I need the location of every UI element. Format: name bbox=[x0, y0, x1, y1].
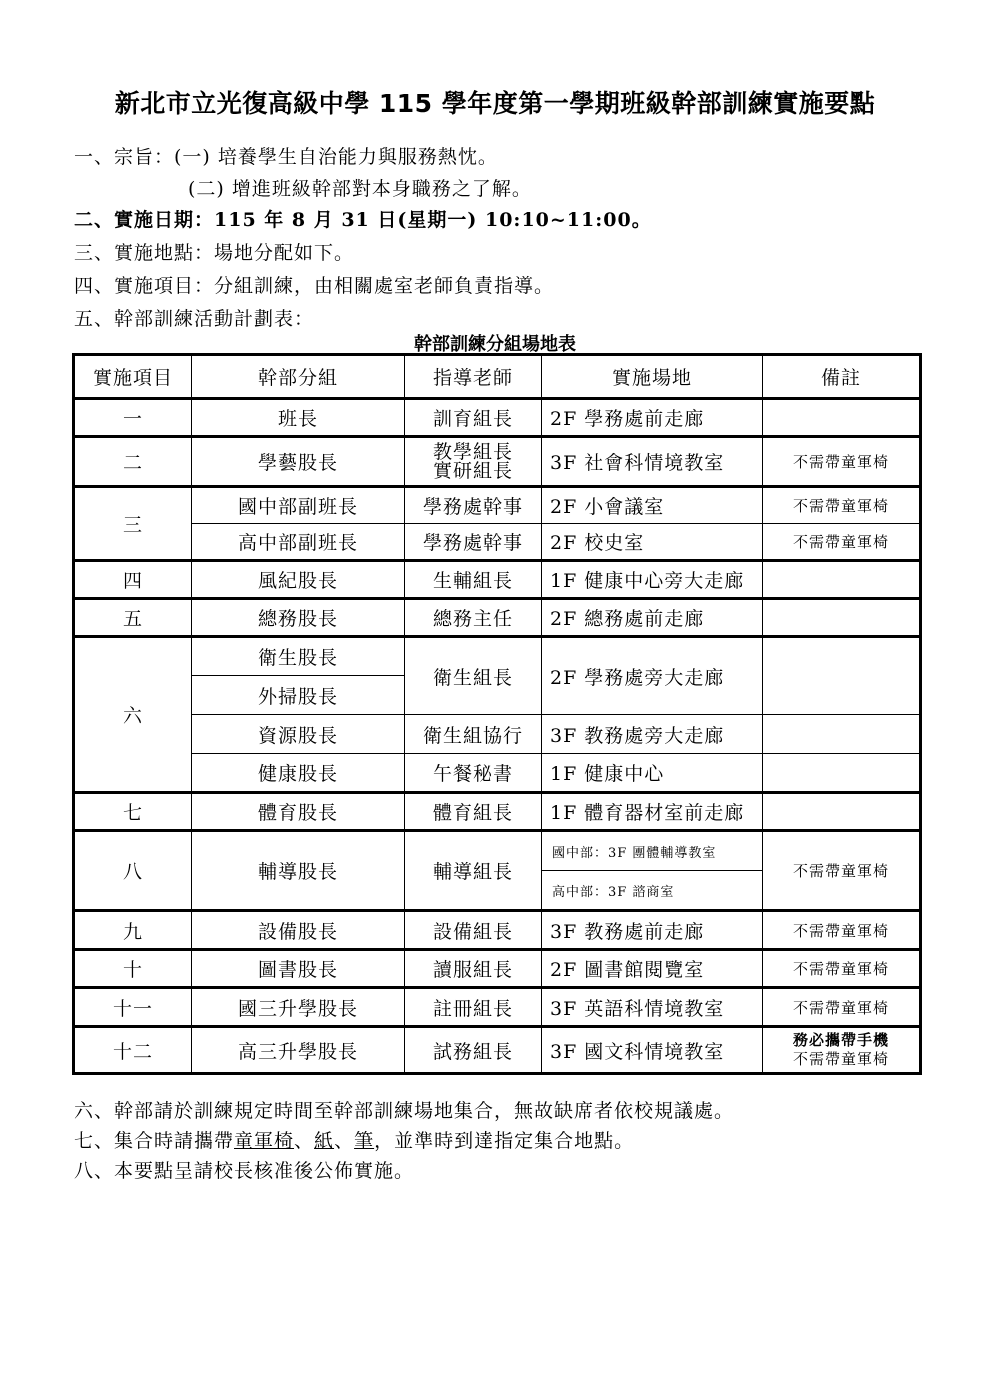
row-group: 國三升學股長 bbox=[192, 988, 405, 1027]
row-place: 1F 體育器材室前走廊 bbox=[542, 793, 763, 831]
row-note bbox=[763, 399, 921, 437]
row-place: 2F 總務處前走廊 bbox=[542, 599, 763, 637]
table-row bbox=[74, 950, 921, 988]
row-note bbox=[763, 637, 921, 715]
item-7-scout-chair: 童軍椅 bbox=[234, 1130, 295, 1152]
table-row bbox=[74, 754, 921, 793]
row-note bbox=[763, 754, 921, 793]
row-teacher: 總務主任 bbox=[405, 599, 542, 637]
row-teacher bbox=[405, 437, 542, 487]
table-caption: 幹部訓練分組場地表 bbox=[414, 334, 576, 355]
row-note bbox=[763, 715, 921, 754]
row-group: 衛生股長 bbox=[192, 637, 405, 676]
row-item: 三 bbox=[74, 487, 192, 561]
item-6-attendance: 六、幹部請於訓練規定時間至幹部訓練場地集合，無故缺席者依校規議處。 bbox=[74, 1100, 735, 1122]
header-group: 幹部分組 bbox=[192, 355, 405, 399]
row-place: 2F 圖書館閱覽室 bbox=[542, 950, 763, 988]
item-7-supplies bbox=[74, 1126, 634, 1153]
row-place: 2F 學務處前走廊 bbox=[542, 399, 763, 437]
row-item: 六 bbox=[74, 637, 192, 793]
row-item: 八 bbox=[74, 831, 192, 911]
item-7-pen: 筆 bbox=[354, 1130, 375, 1152]
row-teacher: 學務處幹事 bbox=[405, 487, 542, 524]
row-teacher: 衛生組協行 bbox=[405, 715, 542, 754]
row-note: 不需帶童軍椅 bbox=[763, 524, 921, 561]
row-item: 五 bbox=[74, 599, 192, 637]
row-group: 學藝股長 bbox=[192, 437, 405, 487]
table-row bbox=[74, 399, 921, 437]
row-group: 總務股長 bbox=[192, 599, 405, 637]
row-item: 十一 bbox=[74, 988, 192, 1027]
row-group: 高中部副班長 bbox=[192, 524, 405, 561]
table-row bbox=[74, 599, 921, 637]
table-row bbox=[74, 831, 921, 871]
row-item: 九 bbox=[74, 911, 192, 950]
table-row bbox=[74, 793, 921, 831]
row-group: 健康股長 bbox=[192, 754, 405, 793]
item-7-prefix: 七、集合時請攜帶 bbox=[74, 1130, 235, 1152]
teacher-line-2: 實研組長 bbox=[432, 459, 513, 482]
item-7-separator: 、 bbox=[294, 1130, 315, 1152]
row-group: 外掃股長 bbox=[192, 676, 405, 715]
row-teacher: 訓育組長 bbox=[405, 399, 542, 437]
row-teacher: 試務組長 bbox=[405, 1027, 542, 1074]
row-group: 輔導股長 bbox=[192, 831, 405, 911]
note-line-2: 不需帶童軍椅 bbox=[792, 1050, 889, 1068]
row-note bbox=[763, 793, 921, 831]
table-row bbox=[74, 911, 921, 950]
item-1-label: 一、宗旨： bbox=[74, 146, 175, 168]
row-place: 3F 英語科情境教室 bbox=[542, 988, 763, 1027]
row-group: 國中部副班長 bbox=[192, 487, 405, 524]
row-teacher: 讀服組長 bbox=[405, 950, 542, 988]
table-row bbox=[74, 561, 921, 599]
row-place: 3F 國文科情境教室 bbox=[542, 1027, 763, 1074]
item-3-location: 三、實施地點：場地分配如下。 bbox=[74, 242, 355, 264]
table-row bbox=[74, 637, 921, 676]
item-7-suffix: ，並準時到達指定集合地點。 bbox=[374, 1130, 635, 1152]
row-place: 3F 教務處旁大走廊 bbox=[542, 715, 763, 754]
row-group: 風紀股長 bbox=[192, 561, 405, 599]
row-note bbox=[763, 599, 921, 637]
row-place: 3F 社會科情境教室 bbox=[542, 437, 763, 487]
row-note bbox=[763, 1027, 921, 1074]
row-teacher: 註冊組長 bbox=[405, 988, 542, 1027]
row-place: 國中部：3F 團體輔導教室 bbox=[542, 831, 763, 871]
row-group: 圖書股長 bbox=[192, 950, 405, 988]
row-teacher: 設備組長 bbox=[405, 911, 542, 950]
row-place: 1F 健康中心 bbox=[542, 754, 763, 793]
table-row bbox=[74, 487, 921, 524]
table-header-row bbox=[74, 355, 921, 399]
table-row bbox=[74, 988, 921, 1027]
row-place: 2F 學務處旁大走廊 bbox=[542, 637, 763, 715]
table-row bbox=[74, 437, 921, 487]
row-teacher: 生輔組長 bbox=[405, 561, 542, 599]
row-group: 高三升學股長 bbox=[192, 1027, 405, 1074]
header-teacher: 指導老師 bbox=[405, 355, 542, 399]
row-place: 2F 小會議室 bbox=[542, 487, 763, 524]
row-item: 一 bbox=[74, 399, 192, 437]
document-title: 新北市立光復高級中學 115 學年度第一學期班級幹部訓練實施要點 bbox=[114, 89, 876, 118]
row-item: 二 bbox=[74, 437, 192, 487]
item-1-point-b: (二) 增進班級幹部對本身職務之了解。 bbox=[188, 178, 532, 200]
row-place: 高中部：3F 諮商室 bbox=[542, 871, 763, 911]
header-item: 實施項目 bbox=[74, 355, 192, 399]
row-group: 班長 bbox=[192, 399, 405, 437]
row-teacher: 午餐秘書 bbox=[405, 754, 542, 793]
row-note: 不需帶童軍椅 bbox=[763, 988, 921, 1027]
row-teacher: 衛生組長 bbox=[405, 637, 542, 715]
item-2-date: 二、實施日期：115 年 8 月 31 日(星期一) 10:10~11:00。 bbox=[74, 209, 652, 231]
table-row bbox=[74, 715, 921, 754]
item-1-purpose bbox=[74, 142, 498, 169]
table-row bbox=[74, 524, 921, 561]
row-note: 不需帶童軍椅 bbox=[763, 950, 921, 988]
item-1-point-a: (一) 培養學生自治能力與服務熱忱。 bbox=[174, 146, 498, 168]
note-line-1: 務必攜帶手機 bbox=[792, 1031, 889, 1049]
row-item: 十 bbox=[74, 950, 192, 988]
header-place: 實施場地 bbox=[542, 355, 763, 399]
item-8-approval: 八、本要點呈請校長核准後公佈實施。 bbox=[74, 1160, 415, 1182]
row-note: 不需帶童軍椅 bbox=[763, 831, 921, 911]
item-5-schedule-label: 五、幹部訓練活動計劃表： bbox=[74, 308, 315, 330]
row-note: 不需帶童軍椅 bbox=[763, 487, 921, 524]
row-place: 2F 校史室 bbox=[542, 524, 763, 561]
row-group: 設備股長 bbox=[192, 911, 405, 950]
row-place: 3F 教務處前走廊 bbox=[542, 911, 763, 950]
row-item: 四 bbox=[74, 561, 192, 599]
item-7-separator: 、 bbox=[334, 1130, 355, 1152]
item-4-activity: 四、實施項目：分組訓練，由相關處室老師負責指導。 bbox=[74, 275, 555, 297]
row-place: 1F 健康中心旁大走廊 bbox=[542, 561, 763, 599]
row-item: 十二 bbox=[74, 1027, 192, 1074]
row-group: 資源股長 bbox=[192, 715, 405, 754]
row-note: 不需帶童軍椅 bbox=[763, 437, 921, 487]
row-note: 不需帶童軍椅 bbox=[763, 911, 921, 950]
row-teacher: 輔導組長 bbox=[405, 831, 542, 911]
row-teacher: 學務處幹事 bbox=[405, 524, 542, 561]
table-row bbox=[74, 1027, 921, 1074]
training-venue-table bbox=[72, 353, 922, 1075]
row-note bbox=[763, 561, 921, 599]
teacher-line-1: 教學組長 bbox=[432, 440, 513, 463]
row-teacher: 體育組長 bbox=[405, 793, 542, 831]
row-group: 體育股長 bbox=[192, 793, 405, 831]
item-7-paper: 紙 bbox=[314, 1130, 335, 1152]
row-item: 七 bbox=[74, 793, 192, 831]
header-note: 備註 bbox=[763, 355, 921, 399]
